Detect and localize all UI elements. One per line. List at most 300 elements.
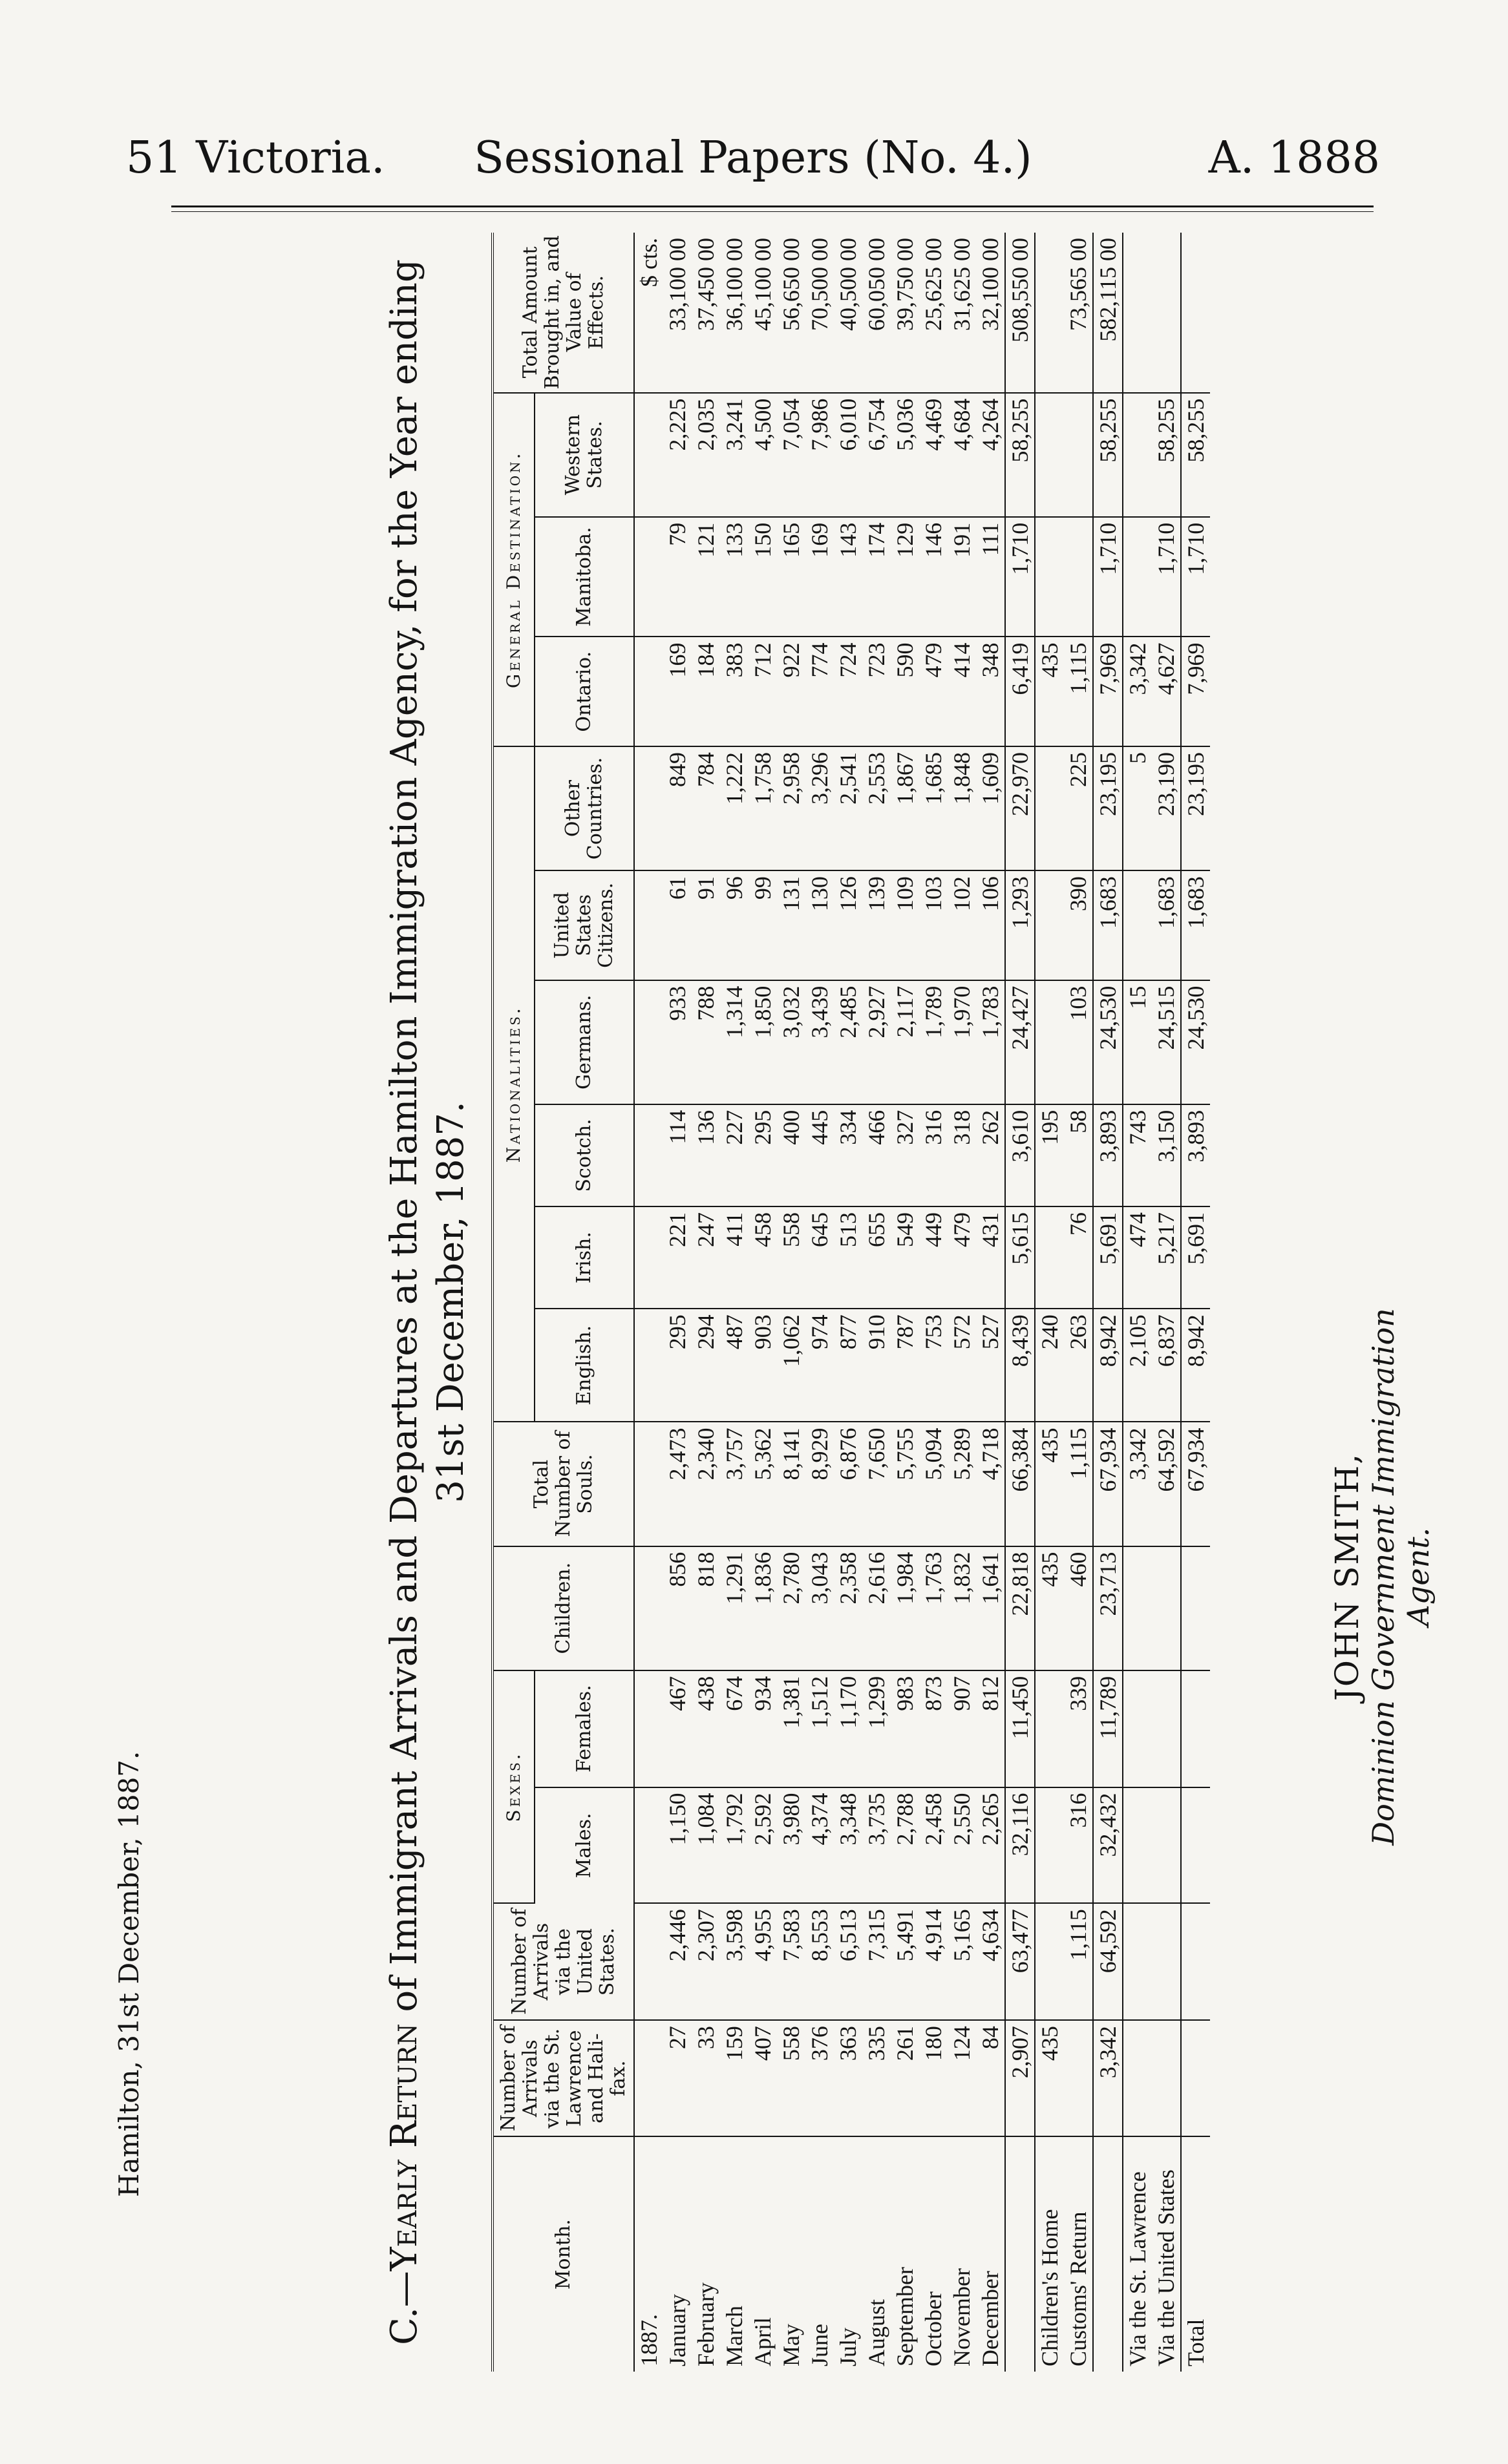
cell-females: 983 bbox=[891, 1670, 919, 1787]
cell-females: 934 bbox=[749, 1670, 777, 1787]
cell-english: 240 bbox=[1035, 1309, 1064, 1422]
cell-manitoba: 121 bbox=[692, 517, 720, 637]
cell-us bbox=[1035, 1903, 1064, 2020]
cell-manitoba: 169 bbox=[805, 517, 834, 637]
cell-manitoba: 165 bbox=[777, 517, 805, 637]
cell-scotch: 3,893 bbox=[1093, 1104, 1123, 1206]
cell-males: 32,432 bbox=[1093, 1787, 1123, 1904]
cell-other: 849 bbox=[663, 746, 692, 870]
table-title bbox=[381, 233, 474, 2372]
cell-stl: 180 bbox=[919, 2020, 948, 2136]
cell-children: 22,818 bbox=[1005, 1546, 1035, 1670]
cell-irish: 449 bbox=[919, 1206, 948, 1309]
cell-month: January bbox=[664, 2294, 690, 2366]
cell-germans: 1,314 bbox=[720, 980, 749, 1104]
cell-irish: 5,217 bbox=[1152, 1206, 1181, 1309]
cell-western: 6,010 bbox=[834, 393, 862, 517]
cell-females: 674 bbox=[720, 1670, 749, 1787]
cell-germans: 1,970 bbox=[948, 980, 976, 1104]
cell-western: 58,255 bbox=[1005, 393, 1035, 517]
cell-males: 1,150 bbox=[663, 1787, 692, 1904]
cell-us: 6,513 bbox=[834, 1903, 862, 2020]
cell-stl: 27 bbox=[663, 2020, 692, 2136]
cell-manitoba bbox=[1123, 517, 1152, 637]
table-row bbox=[976, 233, 1005, 2372]
cell-stl bbox=[1123, 2020, 1152, 2136]
cell-manitoba: 1,710 bbox=[1005, 517, 1035, 637]
cell-stl bbox=[1064, 2020, 1093, 2136]
cell-other: 784 bbox=[692, 746, 720, 870]
cell-stl: 558 bbox=[777, 2020, 805, 2136]
footer-place-date: Hamilton, 31st December, 1887. bbox=[113, 1751, 145, 2197]
cell-english: 2,105 bbox=[1123, 1309, 1152, 1422]
cell-us: 7,315 bbox=[862, 1903, 891, 2020]
cell-value: 33,100 00 bbox=[663, 233, 692, 393]
cell-total: 5,362 bbox=[749, 1422, 777, 1546]
cell-value: 45,100 00 bbox=[749, 233, 777, 393]
cell-western: 3,241 bbox=[720, 393, 749, 517]
cell-usc: 1,683 bbox=[1152, 870, 1181, 980]
cell-western: 2,035 bbox=[692, 393, 720, 517]
cell-children: 3,043 bbox=[805, 1546, 834, 1670]
cell-scotch: 227 bbox=[720, 1104, 749, 1206]
cell-ontario: 6,419 bbox=[1005, 637, 1035, 746]
cell-month: Total bbox=[1181, 2136, 1210, 2372]
cell-irish: 479 bbox=[948, 1206, 976, 1309]
col-us-citizens: United States Citizens. bbox=[535, 870, 634, 980]
cell-total: 67,934 bbox=[1093, 1422, 1123, 1546]
cell-scotch: 3,610 bbox=[1005, 1104, 1035, 1206]
cell-males: 3,735 bbox=[862, 1787, 891, 1904]
cell-month bbox=[1005, 2136, 1035, 2372]
cell-children: 2,616 bbox=[862, 1546, 891, 1670]
cell-irish: 558 bbox=[777, 1206, 805, 1309]
cell-total: 2,340 bbox=[692, 1422, 720, 1546]
cell-scotch: 316 bbox=[919, 1104, 948, 1206]
cell-western: 4,500 bbox=[749, 393, 777, 517]
cell-children: 460 bbox=[1064, 1546, 1093, 1670]
cell-western: 6,754 bbox=[862, 393, 891, 517]
cell-manitoba: 146 bbox=[919, 517, 948, 637]
cell-males: 3,980 bbox=[777, 1787, 805, 1904]
cell-ontario: 383 bbox=[720, 637, 749, 746]
cell-us: 64,592 bbox=[1093, 1903, 1123, 2020]
subtotal-row bbox=[1005, 233, 1035, 2372]
cell-english: 295 bbox=[663, 1309, 692, 1422]
cell-english: 263 bbox=[1064, 1309, 1093, 1422]
cell-total: 4,718 bbox=[976, 1422, 1005, 1546]
cell-stl bbox=[1181, 2020, 1210, 2136]
col-ontario: Ontario. bbox=[535, 637, 634, 746]
cell-usc: 1,683 bbox=[1181, 870, 1210, 980]
cell-total: 7,650 bbox=[862, 1422, 891, 1546]
cell-germans: 24,515 bbox=[1152, 980, 1181, 1104]
cell-irish bbox=[1035, 1206, 1064, 1309]
col-other-countries: Other Countries. bbox=[535, 746, 634, 870]
cell-us: 5,165 bbox=[948, 1903, 976, 2020]
cell-males: 2,592 bbox=[749, 1787, 777, 1904]
cell-total: 67,934 bbox=[1181, 1422, 1210, 1546]
cell-germans: 788 bbox=[692, 980, 720, 1104]
cell-ontario: 169 bbox=[663, 637, 692, 746]
title-prefix: C.— bbox=[383, 2271, 425, 2345]
return-table bbox=[491, 233, 1210, 2372]
cell-value: 36,100 00 bbox=[720, 233, 749, 393]
cell-males bbox=[1035, 1787, 1064, 1904]
cell-month: Via the United States bbox=[1153, 2169, 1179, 2366]
table-row bbox=[891, 233, 919, 2372]
cell-other: 23,190 bbox=[1152, 746, 1181, 870]
cell-stl: 407 bbox=[749, 2020, 777, 2136]
cell-males: 2,788 bbox=[891, 1787, 919, 1904]
cell-stl: 84 bbox=[976, 2020, 1005, 2136]
signature-name: JOHN SMITH, bbox=[1328, 1452, 1366, 1701]
cell-males: 2,458 bbox=[919, 1787, 948, 1904]
dollar-unit: $ cts. bbox=[634, 233, 663, 393]
cell-month: March bbox=[721, 2306, 747, 2366]
col-via-us: Number of Arrivals via the United States. bbox=[493, 1903, 634, 2020]
cell-month: November bbox=[949, 2268, 975, 2366]
cell-manitoba: 79 bbox=[663, 517, 692, 637]
table-body bbox=[634, 233, 1210, 2372]
cell-females: 1,170 bbox=[834, 1670, 862, 1787]
cell-females: 438 bbox=[692, 1670, 720, 1787]
cell-ontario: 774 bbox=[805, 637, 834, 746]
cell-western bbox=[1123, 393, 1152, 517]
col-total-value: Total Amount Brought in, and Value of Effects. bbox=[493, 233, 634, 393]
header-rule bbox=[171, 205, 1374, 212]
cell-scotch: 445 bbox=[805, 1104, 834, 1206]
cell-western: 4,264 bbox=[976, 393, 1005, 517]
cell-manitoba: 191 bbox=[948, 517, 976, 637]
table-row bbox=[862, 233, 891, 2372]
cell-germans: 2,485 bbox=[834, 980, 862, 1104]
cell-females: 1,299 bbox=[862, 1670, 891, 1787]
cell-other: 5 bbox=[1123, 746, 1152, 870]
cell-germans: 3,032 bbox=[777, 980, 805, 1104]
cell-western: 4,684 bbox=[948, 393, 976, 517]
running-head-center: Sessional Papers (No. 4.) bbox=[474, 132, 1032, 184]
cell-scotch: 3,150 bbox=[1152, 1104, 1181, 1206]
cell-scotch: 136 bbox=[692, 1104, 720, 1206]
cell-females bbox=[1123, 1670, 1152, 1787]
group-nationalities: Nationalities. bbox=[493, 746, 535, 1422]
cell-us: 3,598 bbox=[720, 1903, 749, 2020]
cell-children: 1,836 bbox=[749, 1546, 777, 1670]
cell-total: 6,876 bbox=[834, 1422, 862, 1546]
cell-scotch: 400 bbox=[777, 1104, 805, 1206]
cell-males bbox=[1123, 1787, 1152, 1904]
cell-value: 37,450 00 bbox=[692, 233, 720, 393]
cell-other: 23,195 bbox=[1093, 746, 1123, 870]
cell-ontario: 1,115 bbox=[1064, 637, 1093, 746]
cell-manitoba bbox=[1035, 517, 1064, 637]
cell-month: July bbox=[835, 2327, 861, 2366]
cell-usc: 126 bbox=[834, 870, 862, 980]
cell-scotch: 295 bbox=[749, 1104, 777, 1206]
cell-value bbox=[1181, 233, 1210, 393]
cell-manitoba bbox=[1064, 517, 1093, 637]
cell-other: 2,958 bbox=[777, 746, 805, 870]
cell-other: 1,685 bbox=[919, 746, 948, 870]
cell-germans: 103 bbox=[1064, 980, 1093, 1104]
cell-children: 1,984 bbox=[891, 1546, 919, 1670]
cell-usc bbox=[1123, 870, 1152, 980]
cell-usc: 1,293 bbox=[1005, 870, 1035, 980]
table-wrap bbox=[381, 233, 1383, 2372]
cell-children: 23,713 bbox=[1093, 1546, 1123, 1670]
cell-ontario: 4,627 bbox=[1152, 637, 1181, 746]
cell-manitoba: 143 bbox=[834, 517, 862, 637]
cell-ontario: 414 bbox=[948, 637, 976, 746]
cell-western: 7,986 bbox=[805, 393, 834, 517]
running-head-left: 51 Victoria. bbox=[126, 132, 385, 184]
cell-value: 31,625 00 bbox=[948, 233, 976, 393]
cell-germans: 1,789 bbox=[919, 980, 948, 1104]
cell-english: 903 bbox=[749, 1309, 777, 1422]
cell-total: 1,115 bbox=[1064, 1422, 1093, 1546]
cell-germans: 2,117 bbox=[891, 980, 919, 1104]
cell-western: 58,255 bbox=[1152, 393, 1181, 517]
total-row bbox=[1181, 233, 1210, 2372]
cell-scotch: 3,893 bbox=[1181, 1104, 1210, 1206]
cell-children bbox=[1152, 1546, 1181, 1670]
cell-western: 58,255 bbox=[1181, 393, 1210, 517]
title-yearly: Yearly Return bbox=[383, 2023, 425, 2271]
col-via-st-lawrence: Number of Arrivals via the St. Lawrence and Hali-fax. bbox=[493, 2020, 634, 2136]
cell-month: December bbox=[977, 2271, 1003, 2366]
col-total-souls: Total Number of Souls. bbox=[493, 1422, 634, 1546]
col-manitoba: Manitoba. bbox=[535, 517, 634, 637]
signature-block bbox=[1328, 1292, 1436, 1861]
cell-western: 7,054 bbox=[777, 393, 805, 517]
cell-ontario: 435 bbox=[1035, 637, 1064, 746]
cell-us bbox=[1152, 1903, 1181, 2020]
cell-value: 582,115 00 bbox=[1093, 233, 1123, 393]
cell-germans: 24,530 bbox=[1093, 980, 1123, 1104]
cell-females: 907 bbox=[948, 1670, 976, 1787]
cell-irish: 5,615 bbox=[1005, 1206, 1035, 1309]
cell-month: April bbox=[750, 2317, 776, 2366]
cell-irish: 76 bbox=[1064, 1206, 1093, 1309]
cell-month: August bbox=[864, 2299, 889, 2366]
cell-ontario: 7,969 bbox=[1093, 637, 1123, 746]
cell-value bbox=[1152, 233, 1181, 393]
cell-english: 8,942 bbox=[1181, 1309, 1210, 1422]
cell-irish: 431 bbox=[976, 1206, 1005, 1309]
cell-other: 225 bbox=[1064, 746, 1093, 870]
cell-females: 1,381 bbox=[777, 1670, 805, 1787]
cell-month: Children's Home bbox=[1035, 2136, 1064, 2372]
cell-total: 435 bbox=[1035, 1422, 1064, 1546]
cell-ontario: 7,969 bbox=[1181, 637, 1210, 746]
cell-english: 1,062 bbox=[777, 1309, 805, 1422]
cell-english: 753 bbox=[919, 1309, 948, 1422]
year-row bbox=[634, 233, 663, 2372]
cell-children: 435 bbox=[1035, 1546, 1064, 1670]
cell-us: 4,955 bbox=[749, 1903, 777, 2020]
cell-females: 339 bbox=[1064, 1670, 1093, 1787]
cell-month: Via the St. Lawrence bbox=[1123, 2136, 1152, 2372]
col-irish: Irish. bbox=[535, 1206, 634, 1309]
cell-usc: 61 bbox=[663, 870, 692, 980]
cell-other: 2,541 bbox=[834, 746, 862, 870]
cell-us: 2,446 bbox=[663, 1903, 692, 2020]
cell-irish: 247 bbox=[692, 1206, 720, 1309]
cell-month: Customs' Return bbox=[1065, 2211, 1091, 2366]
cell-males bbox=[1152, 1787, 1181, 1904]
cell-children: 1,763 bbox=[919, 1546, 948, 1670]
cell-stl: 261 bbox=[891, 2020, 919, 2136]
cell-germans: 24,530 bbox=[1181, 980, 1210, 1104]
cell-month: June bbox=[807, 2324, 833, 2366]
cell-english: 787 bbox=[891, 1309, 919, 1422]
cell-males: 32,116 bbox=[1005, 1787, 1035, 1904]
cell-irish: 513 bbox=[834, 1206, 862, 1309]
cell-irish: 221 bbox=[663, 1206, 692, 1309]
cell-females: 11,789 bbox=[1093, 1670, 1123, 1787]
cell-value: 56,650 00 bbox=[777, 233, 805, 393]
cell-other: 23,195 bbox=[1181, 746, 1210, 870]
cell-children: 856 bbox=[663, 1546, 692, 1670]
title-rest-line1: of Immigrant Arrivals and Departures at the Hamilton Immigration Agency, for the Year ending bbox=[383, 259, 425, 2012]
cell-males: 4,374 bbox=[805, 1787, 834, 1904]
cell-irish: 5,691 bbox=[1093, 1206, 1123, 1309]
col-females: Females. bbox=[535, 1670, 634, 1787]
cell-germans: 2,927 bbox=[862, 980, 891, 1104]
cell-english: 294 bbox=[692, 1309, 720, 1422]
via-united-states-row bbox=[1152, 233, 1181, 2372]
cell-children bbox=[1123, 1546, 1152, 1670]
cell-scotch: 327 bbox=[891, 1104, 919, 1206]
cell-month bbox=[1093, 2136, 1123, 2372]
cell-children: 1,832 bbox=[948, 1546, 976, 1670]
cell-month: September bbox=[892, 2267, 918, 2366]
cell-value: 70,500 00 bbox=[805, 233, 834, 393]
cell-other: 3,296 bbox=[805, 746, 834, 870]
cell-males: 316 bbox=[1064, 1787, 1093, 1904]
cell-value: 73,565 00 bbox=[1064, 233, 1093, 393]
cell-ontario: 479 bbox=[919, 637, 948, 746]
cell-manitoba: 1,710 bbox=[1152, 517, 1181, 637]
signature-title: Dominion Government Immigration Agent. bbox=[1366, 1308, 1436, 1846]
cell-germans: 24,427 bbox=[1005, 980, 1035, 1104]
cell-usc: 131 bbox=[777, 870, 805, 980]
cell-other: 22,970 bbox=[1005, 746, 1035, 870]
cell-females bbox=[1181, 1670, 1210, 1787]
cell-western bbox=[1035, 393, 1064, 517]
cell-manitoba: 150 bbox=[749, 517, 777, 637]
cell-usc: 1,683 bbox=[1093, 870, 1123, 980]
cell-other: 1,609 bbox=[976, 746, 1005, 870]
cell-manitoba: 133 bbox=[720, 517, 749, 637]
cell-month: February bbox=[693, 2282, 719, 2366]
cell-stl: 376 bbox=[805, 2020, 834, 2136]
cell-ontario: 922 bbox=[777, 637, 805, 746]
cell-value bbox=[1123, 233, 1152, 393]
cell-stl: 435 bbox=[1035, 2020, 1064, 2136]
cell-us bbox=[1181, 1903, 1210, 2020]
cell-us: 8,553 bbox=[805, 1903, 834, 2020]
cell-females: 11,450 bbox=[1005, 1670, 1035, 1787]
cell-total: 3,757 bbox=[720, 1422, 749, 1546]
cell-germans: 1,850 bbox=[749, 980, 777, 1104]
cell-other: 1,222 bbox=[720, 746, 749, 870]
cell-ontario: 724 bbox=[834, 637, 862, 746]
cell-usc bbox=[1035, 870, 1064, 980]
cell-germans: 3,439 bbox=[805, 980, 834, 1104]
cell-value: 508,550 00 bbox=[1005, 233, 1035, 393]
cell-value: 25,625 00 bbox=[919, 233, 948, 393]
cell-us: 2,307 bbox=[692, 1903, 720, 2020]
cell-usc: 99 bbox=[749, 870, 777, 980]
cell-western: 58,255 bbox=[1093, 393, 1123, 517]
cell-english: 572 bbox=[948, 1309, 976, 1422]
cell-manitoba: 1,710 bbox=[1181, 517, 1210, 637]
table-title-line1 bbox=[381, 233, 428, 2372]
cell-english: 8,439 bbox=[1005, 1309, 1035, 1422]
cell-children: 2,358 bbox=[834, 1546, 862, 1670]
cell-usc: 102 bbox=[948, 870, 976, 980]
cell-scotch: 58 bbox=[1064, 1104, 1093, 1206]
table-row bbox=[777, 233, 805, 2372]
childrens-home-row bbox=[1035, 233, 1064, 2372]
rotated-table-block bbox=[381, 233, 1383, 2372]
cell-us: 5,491 bbox=[891, 1903, 919, 2020]
cell-other: 2,553 bbox=[862, 746, 891, 870]
cell-stl: 33 bbox=[692, 2020, 720, 2136]
running-head-right: A. 1888 bbox=[1208, 132, 1380, 184]
cell-irish: 549 bbox=[891, 1206, 919, 1309]
cell-value bbox=[1035, 233, 1064, 393]
cell-usc: 109 bbox=[891, 870, 919, 980]
cell-other: 1,867 bbox=[891, 746, 919, 870]
col-scotch: Scotch. bbox=[535, 1104, 634, 1206]
cell-ontario: 723 bbox=[862, 637, 891, 746]
cell-males: 3,348 bbox=[834, 1787, 862, 1904]
cell-other: 1,848 bbox=[948, 746, 976, 870]
cell-females bbox=[1152, 1670, 1181, 1787]
cell-stl: 3,342 bbox=[1093, 2020, 1123, 2136]
cell-irish: 5,691 bbox=[1181, 1206, 1210, 1309]
cell-total: 64,592 bbox=[1152, 1422, 1181, 1546]
cell-children bbox=[1181, 1546, 1210, 1670]
col-males: Males. bbox=[535, 1787, 634, 1904]
cell-value: 39,750 00 bbox=[891, 233, 919, 393]
cell-value: 40,500 00 bbox=[834, 233, 862, 393]
cell-us: 4,634 bbox=[976, 1903, 1005, 2020]
cell-manitoba: 129 bbox=[891, 517, 919, 637]
cell-english: 877 bbox=[834, 1309, 862, 1422]
cell-ontario: 184 bbox=[692, 637, 720, 746]
group-general-destination: General Destination. bbox=[493, 393, 535, 746]
cell-females: 1,512 bbox=[805, 1670, 834, 1787]
cell-irish: 458 bbox=[749, 1206, 777, 1309]
table-row bbox=[749, 233, 777, 2372]
cell-germans bbox=[1035, 980, 1064, 1104]
cell-total: 2,473 bbox=[663, 1422, 692, 1546]
cell-english: 974 bbox=[805, 1309, 834, 1422]
cell-stl: 335 bbox=[862, 2020, 891, 2136]
cell-children: 2,780 bbox=[777, 1546, 805, 1670]
cell-males: 1,084 bbox=[692, 1787, 720, 1904]
cell-ontario: 3,342 bbox=[1123, 637, 1152, 746]
cell-scotch: 114 bbox=[663, 1104, 692, 1206]
col-english: English. bbox=[535, 1309, 634, 1422]
cell-total: 5,094 bbox=[919, 1422, 948, 1546]
cell-english: 487 bbox=[720, 1309, 749, 1422]
cell-stl bbox=[1152, 2020, 1181, 2136]
